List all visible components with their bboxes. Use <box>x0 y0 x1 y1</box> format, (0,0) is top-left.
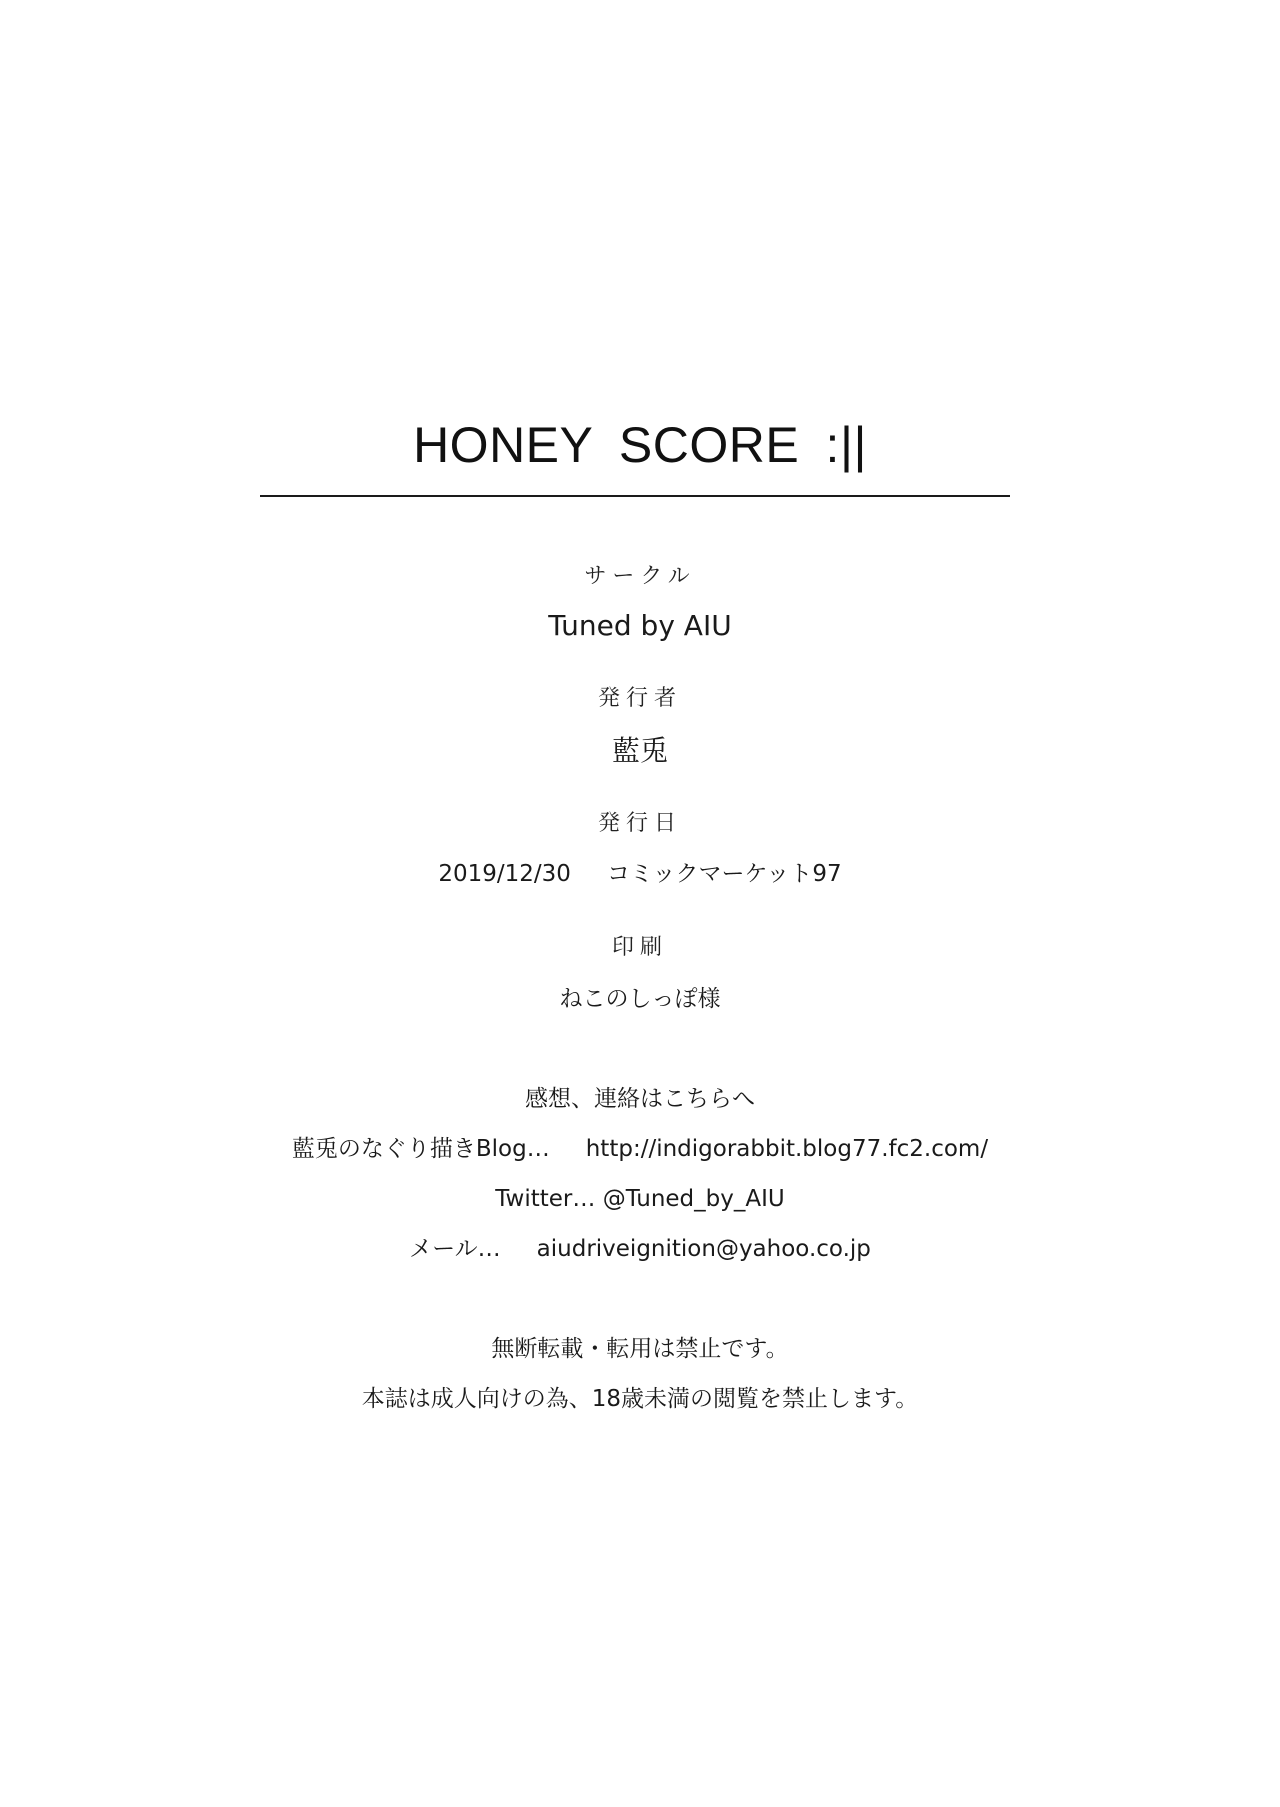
publish-date-label: 発行日 <box>597 811 682 836</box>
publish-date: 2019/12/30 <box>438 861 571 887</box>
printer-label: 印刷 <box>611 935 668 960</box>
circle-name: Tuned by AIU <box>548 609 732 642</box>
publish-date-row <box>0 863 1280 886</box>
age-notice: 本誌は成人向けの為、18歳未満の閲覧を禁止します。 <box>361 1386 919 1412</box>
twitter-label: Twitter… <box>495 1186 596 1212</box>
book-title: HONEY SCORE :|| <box>413 417 867 473</box>
contact-heading: 感想、連絡はこちらへ <box>525 1086 755 1112</box>
mail-label: メール… <box>409 1236 501 1262</box>
blog-url: http://indigorabbit.blog77.fc2.com/ <box>585 1136 989 1162</box>
publisher-label: 発行者 <box>597 686 682 711</box>
publisher-name: 藍兎 <box>611 734 668 767</box>
mail-address: aiudriveignition@yahoo.co.jp <box>536 1236 871 1262</box>
reprint-notice: 無断転載・転用は禁止です。 <box>491 1336 789 1362</box>
printer-name: ねこのしっぽ様 <box>559 986 721 1012</box>
mail-row <box>0 1238 1280 1261</box>
twitter-row <box>0 1188 1280 1211</box>
blog-label: 藍兎のなぐり描きBlog… <box>291 1136 550 1162</box>
title-divider <box>260 495 1010 497</box>
circle-label: サークル <box>584 564 696 589</box>
twitter-handle: @Tuned_by_AIU <box>602 1186 785 1212</box>
blog-row <box>0 1138 1280 1161</box>
event-name: コミックマーケット97 <box>606 861 842 887</box>
